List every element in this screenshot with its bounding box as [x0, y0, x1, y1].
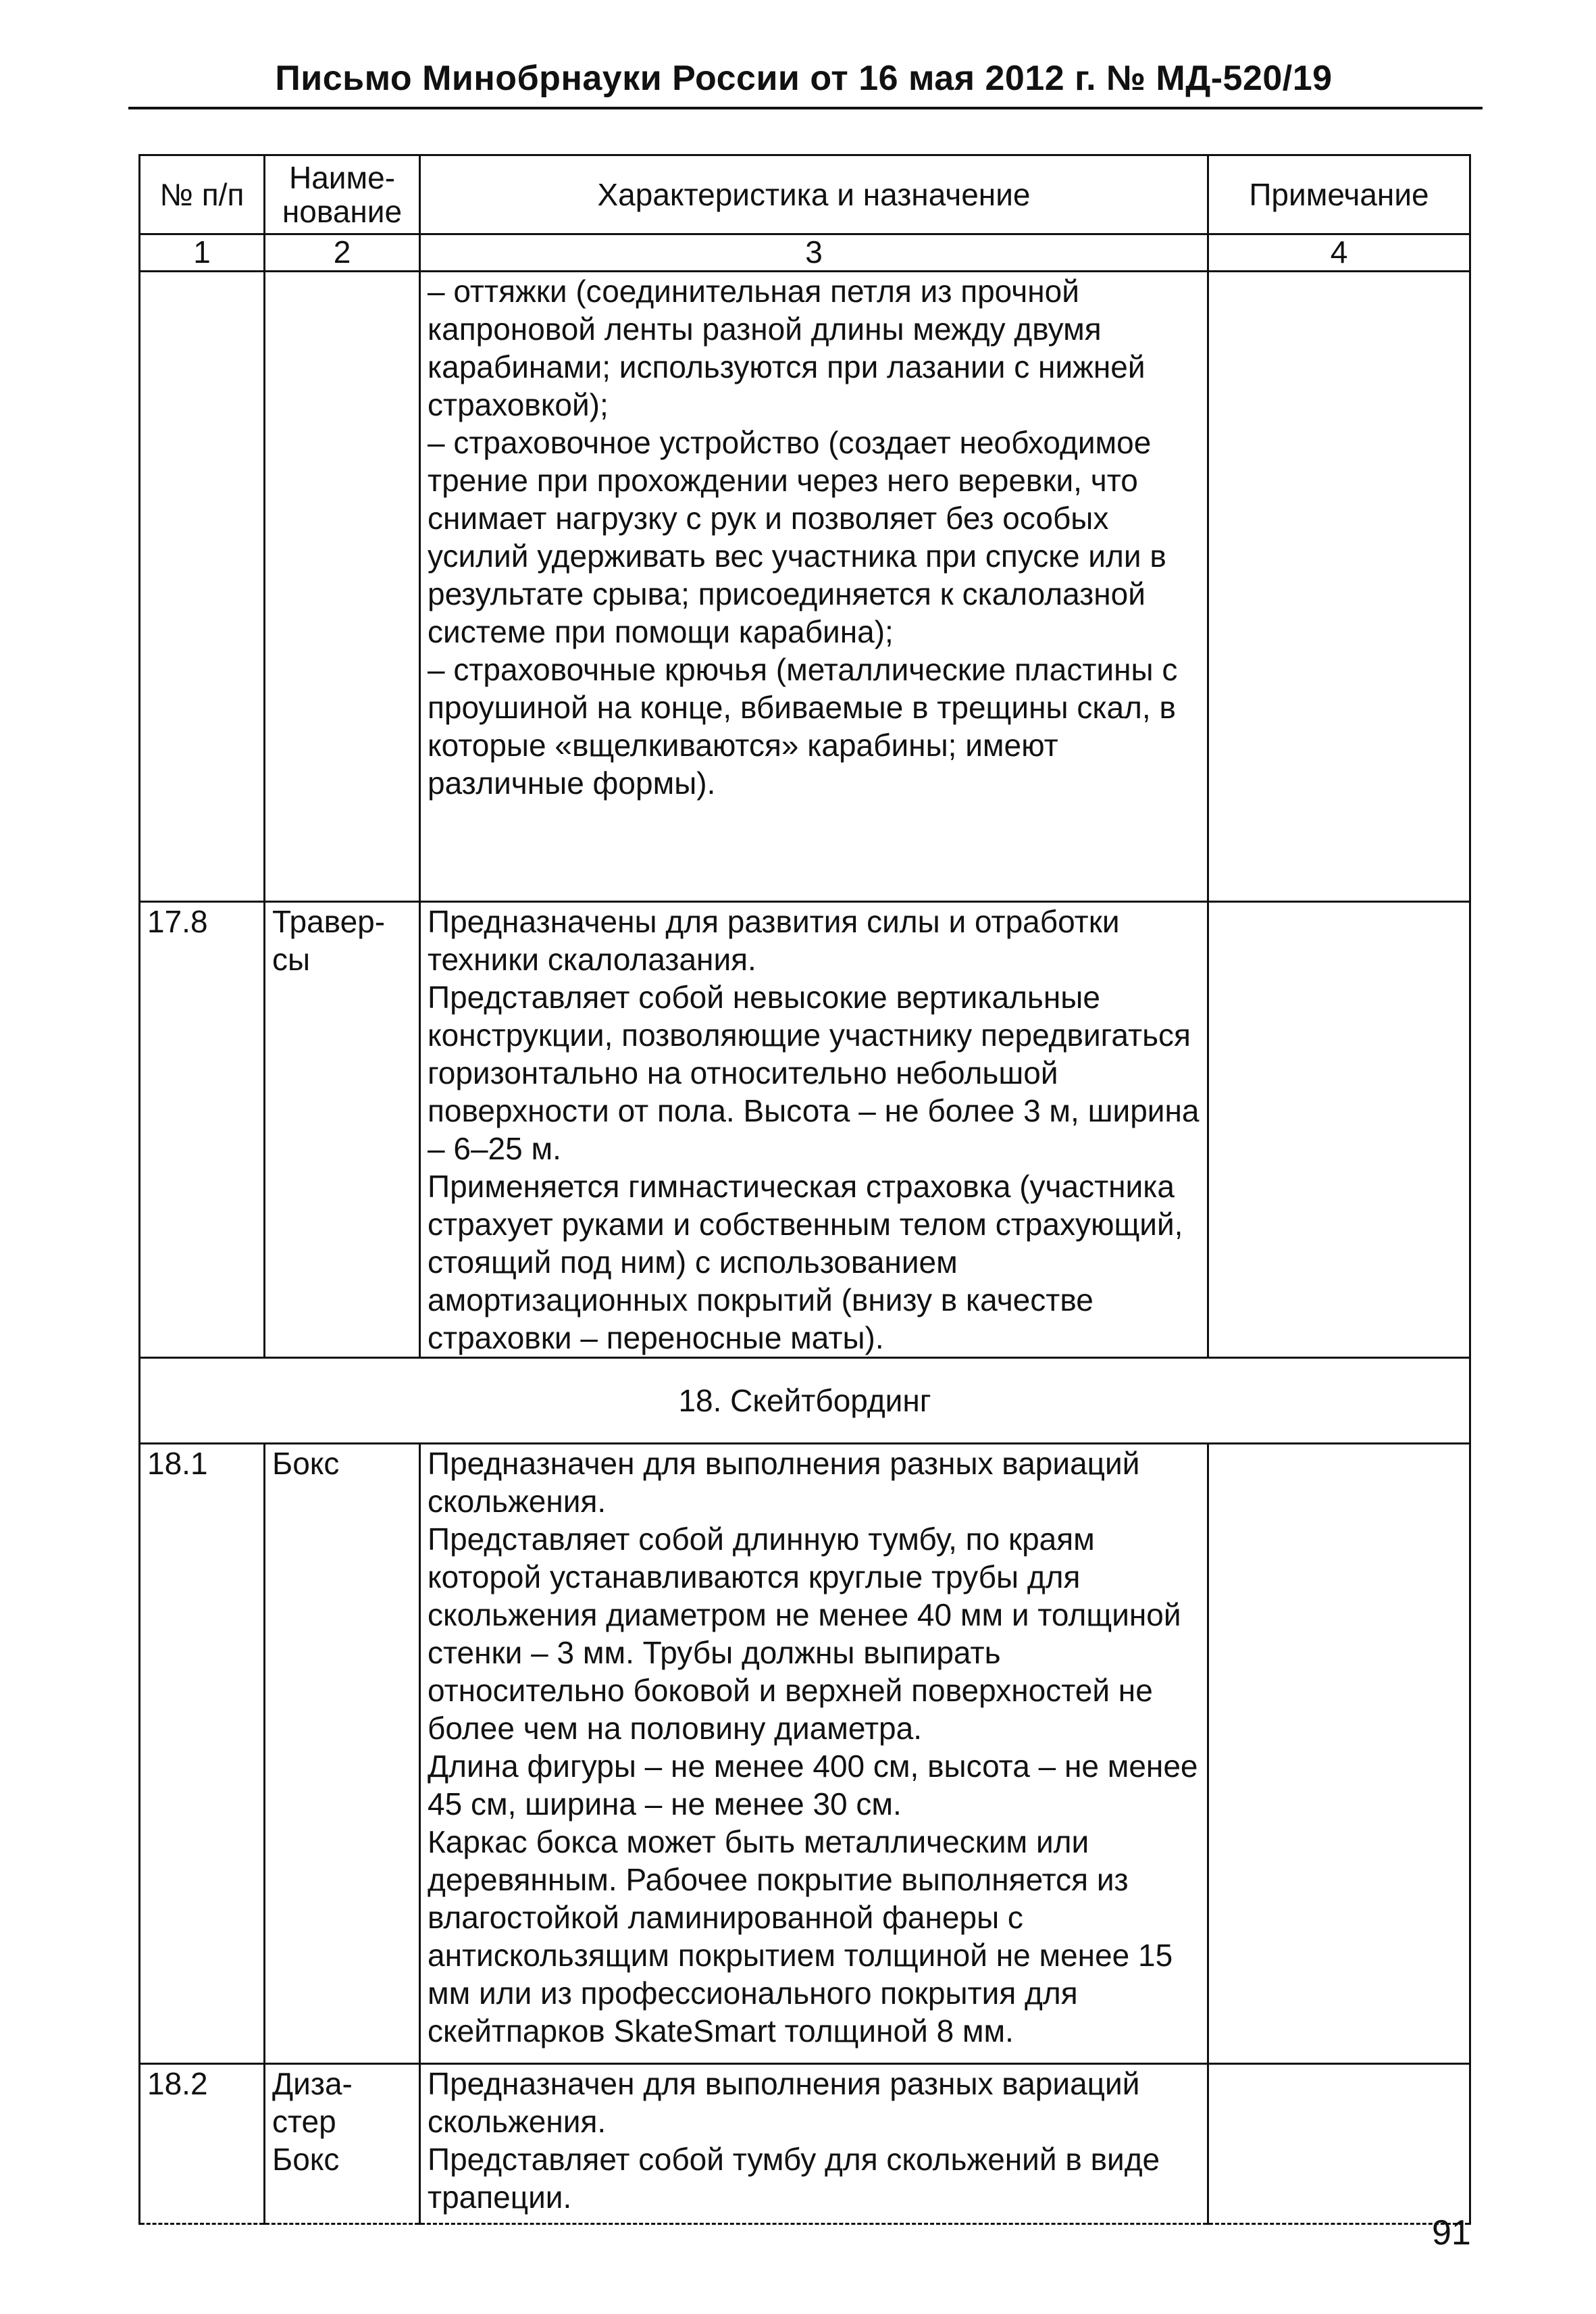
table-row — [140, 272, 1470, 902]
row-description — [420, 2064, 1208, 2224]
description-line: – страховочные крючья (металлические пластины с проушиной на конце, вбиваемые в трещины скал, в которые «вщелкиваются» карабины; имеют различные формы). — [428, 652, 1178, 801]
description-line: Каркас бокса может быть металлическим или деревянным. Рабочее покрытие выполняется из влагостойкой ламинированной фанеры с антискользящим покрытием толщиной не менее 15 мм или из профессионального покрытия для скейтпарков SkateSmart толщиной 8 мм. — [428, 1824, 1173, 2048]
row-description — [420, 1444, 1208, 2064]
column-number: 2 — [265, 234, 420, 272]
column-header-note: Примечание — [1208, 155, 1470, 234]
row-note — [1208, 272, 1470, 902]
description-line: Предназначен для выполнения разных вариаций скольжения. — [428, 2066, 1140, 2139]
description-line: Представляет собой невысокие вертикальные конструкции, позволяющие участнику передвигаться горизонтально на относительно небольшой поверхности от пола. Высота – не более 3 м, ширина – 6–25 м. — [428, 980, 1200, 1166]
row-name: Травер- сы — [265, 902, 420, 1358]
section-heading-row — [140, 1358, 1470, 1444]
specification-table — [138, 154, 1471, 2225]
column-number: 4 — [1208, 234, 1470, 272]
description-line: – оттяжки (соединительная петля из прочной капроновой ленты разной длины между двумя карабинами; используются при лазании с нижней страховкой); — [428, 274, 1145, 422]
header-divider — [128, 107, 1483, 109]
row-number — [140, 272, 265, 902]
column-header-number: № п/п — [140, 155, 265, 234]
row-name — [265, 272, 420, 902]
row-name: Бокс — [265, 1444, 420, 2064]
row-number: 17.8 — [140, 902, 265, 1358]
description-line: – страховочное устройство (создает необходимое трение при прохождении через него веревки, что снимает нагрузку с рук и позволяет без особых усилий удерживать вес участника при спуске или в результате срыва; присоединяется к скалолазной системе при помощи карабина); — [428, 425, 1166, 649]
column-number: 3 — [420, 234, 1208, 272]
column-header-description: Характеристика и назначение — [420, 155, 1208, 234]
row-note — [1208, 902, 1470, 1358]
table-header-row — [140, 155, 1470, 234]
section-title: 18. Скейтбординг — [140, 1358, 1470, 1444]
row-number: 18.2 — [140, 2064, 265, 2224]
column-header-name: Наиме- нование — [265, 155, 420, 234]
description-line: Применяется гимнастическая страховка (участника страхует руками и собственным телом страхующий, стоящий под ним) с использованием амортизационных покрытий (внизу в качестве страховки – переносные маты). — [428, 1169, 1183, 1355]
description-line: Предназначен для выполнения разных вариаций скольжения. — [428, 1446, 1140, 1519]
row-description — [420, 902, 1208, 1358]
column-numbers-row — [140, 234, 1470, 272]
row-number: 18.1 — [140, 1444, 265, 2064]
row-note — [1208, 2064, 1470, 2224]
description-line: Предназначены для развития силы и отработки техники скалолазания. — [428, 904, 1120, 977]
table-row — [140, 1444, 1470, 2064]
page-number: 91 — [1432, 2213, 1471, 2253]
description-line: Представляет собой тумбу для скольжений в виде трапеции. — [428, 2142, 1160, 2215]
table-row — [140, 902, 1470, 1358]
table-row — [140, 2064, 1470, 2224]
page-header-title: Письмо Минобрнауки России от 16 мая 2012 г. № МД-520/19 — [275, 59, 1333, 98]
row-description — [420, 272, 1208, 902]
row-name: Диза- стер Бокс — [265, 2064, 420, 2224]
description-line: Представляет собой длинную тумбу, по краям которой устанавливаются круглые трубы для скольжения диаметром не менее 40 мм и толщиной стенки – 3 мм. Трубы должны выпирать относительно боковой и верхней поверхностей не более чем на половину диаметра. — [428, 1521, 1181, 1746]
row-note — [1208, 1444, 1470, 2064]
column-number: 1 — [140, 234, 265, 272]
description-line: Длина фигуры – не менее 400 см, высота – не менее 45 см, ширина – не менее 30 см. — [428, 1749, 1198, 1821]
